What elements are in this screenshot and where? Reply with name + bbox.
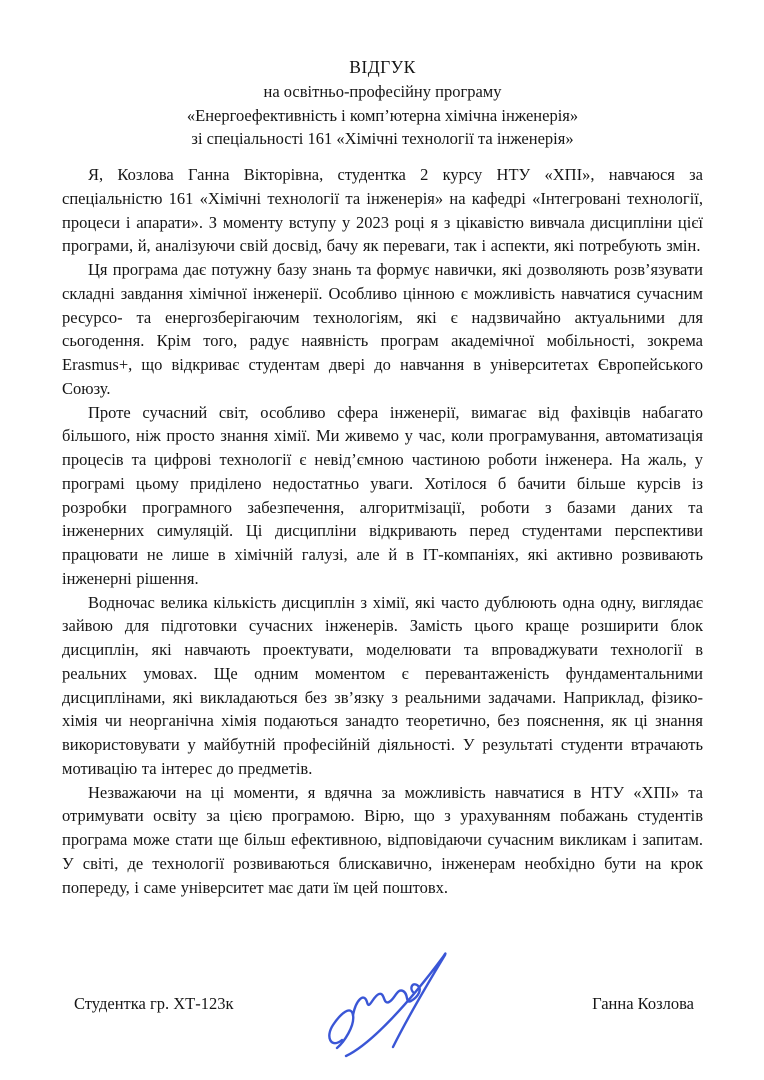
paragraph: Водночас велика кількість дисциплін з хімії, які часто дублюють одна одну, виглядає зайвою для підготовки сучасних інженерів. Замість цього краще розширити блок дисциплін, які навчають проектувати, моделювати та впроваджувати технології в реальних умовах. Ще одним моментом є перевантаженість фундаментальними дисциплінами, які викладаються без зв’язку з реальними задачами. Наприклад, фізико-хімія чи неорганічна хімія подаються занадто теоретично, без пояснення, як ці знання використовувати у майбутній професійній діяльності. У результаті студенти втрачають мотивацію та інтерес до предметів. <box>62 592 703 778</box>
document-title: ВІДГУК <box>349 57 416 77</box>
paragraph: Ця програма дає потужну базу знань та формує навички, які дозволяють розв’язувати складні завдання хімічної інженерії. Особливо цінною є можливість навчатися сучасним ресурсо- та енергозберігаючим технологіям, які є надзвичайно актуальними для сьогодення. Крім того, радує наявність програм академічної мобільності, зокрема Erasmus+, що відкриває студентам двері до навчання в університетах Європейського Союзу. <box>62 260 703 398</box>
document-subtitle-line: на освітньо-професійну програму <box>263 81 502 101</box>
title-block <box>62 56 703 151</box>
document-subtitle-line: зі спеціальності 161 «Хімічні технології та інженерія» <box>191 129 574 149</box>
document-body <box>62 163 703 899</box>
paragraph: Проте сучасний світ, особливо сфера інженерії, вимагає від фахівців набагато більшого, ніж просто знання хімії. Ми живемо у час, коли програмування, автоматизація процесів та цифрові технології є невід’ємною частиною роботи інженера. На жаль, у програмі цьому приділено недостатньо уваги. Хотілося б бачити більше курсів із розробки програмного забезпечення, алгоритмізації, роботи з базами даних та інженерних симуляцій. Ці дисципліни відкривають перед студентами перспективи працювати не лише в хімічній галузі, але й в ІТ-компаніях, які активно розвивають інженерні рішення. <box>62 402 703 588</box>
paragraph: Я, Козлова Ганна Вікторівна, студентка 2 курсу НТУ «ХПІ», навчаюся за спеціальністю 161 «Хімічні технології та інженерія» на кафедрі «Інтегровані технології, процеси і апарати». З моменту вступу у 2023 році я з цікавістю вивчала дисципліни цієї програми, й, аналізуючи свій досвід, бачу як переваги, так і аспекти, які потребують змін. <box>62 165 703 256</box>
student-group-label: Студентка гр. ХТ-123к <box>74 994 234 1013</box>
paragraph: Незважаючи на ці моменти, я вдячна за можливість навчатися в НТУ «ХПІ» та отримувати освіту за цією програмою. Вірю, що з урахуванням побажань студентів програма може стати ще більш ефективною, відповідаючи сучасним викликам і запитам. У світі, де технології розвиваються блискавично, інженерам необхідно бути на крок попереду, і саме університет має дати їм цей поштовх. <box>62 782 703 897</box>
document-subtitle-line: «Енергоефективність і комп’ютерна хімічна інженерія» <box>186 105 579 125</box>
handwritten-signature-icon <box>326 942 458 1066</box>
document-content <box>62 56 703 899</box>
signer-name-label: Ганна Козлова <box>592 994 694 1013</box>
